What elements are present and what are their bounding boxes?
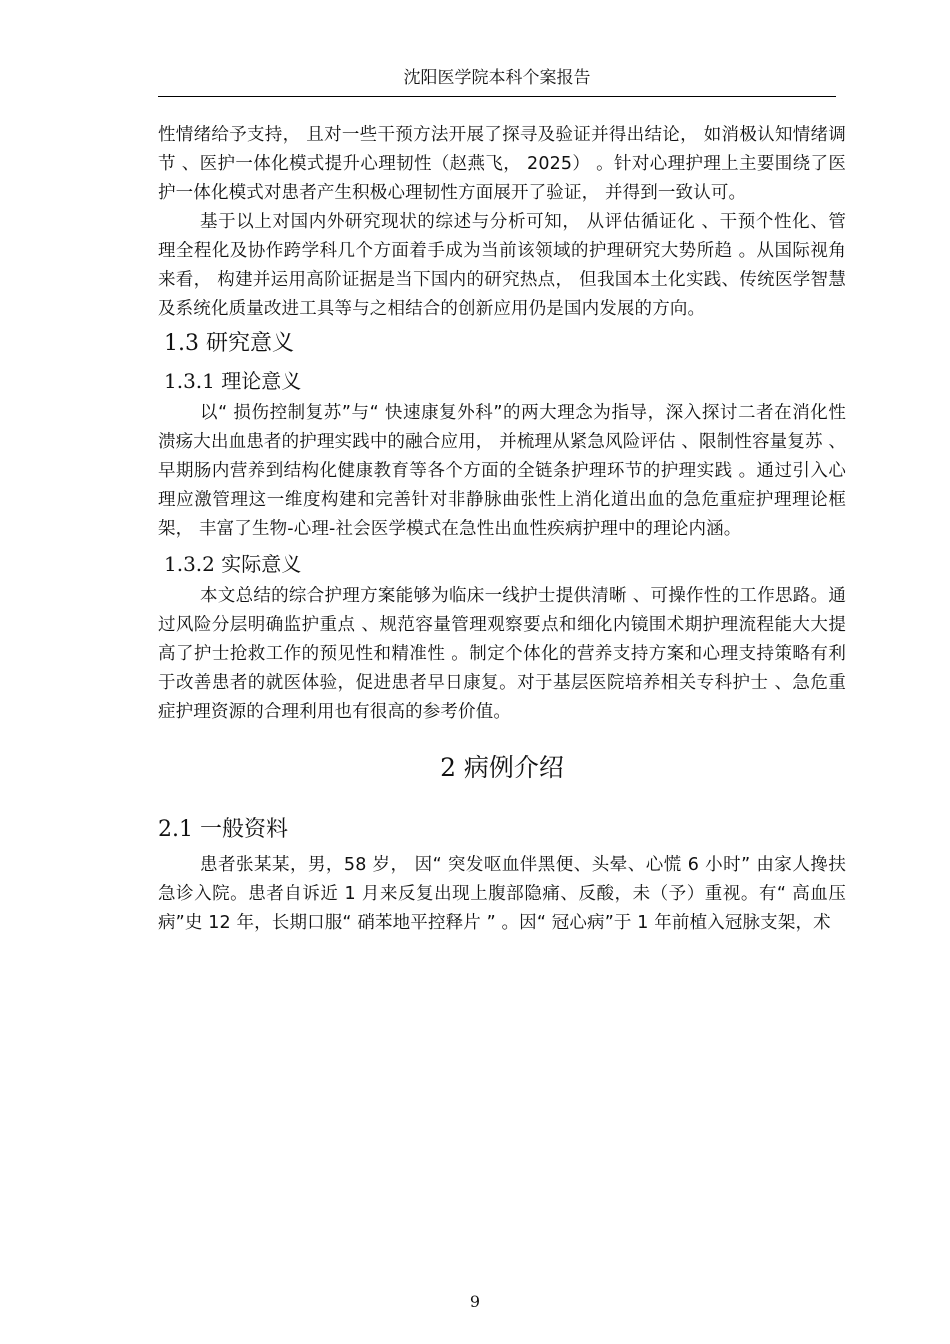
paragraph-research-status-end: 性情绪给予支持， 且对一些干预方法开展了探寻及验证并得出结论， 如消极认知情绪调节 、医护一体化模式提升心理韧性（赵燕飞， 2025） 。针对心理护理上主要围绕了医护一体化模式对患者产生积极心理韧性方面展开了验证， 并得到一致认可。	[158, 125, 846, 203]
section-heading-1-3-2: 1.3.2 实际意义	[164, 552, 302, 576]
page-body	[158, 121, 846, 938]
page-header-title: 沈阳医学院本科个案报告	[403, 68, 591, 88]
section-heading-2-1: 2.1 一般资料	[158, 817, 288, 842]
header-divider	[158, 96, 836, 97]
section-heading-1-3: 1.3 研究意义	[164, 331, 294, 356]
paragraph-practical-significance: 本文总结的综合护理方案能够为临床一线护士提供清晰 、可操作性的工作思路。通过风险分层明确监护重点 、规范容量管理观察要点和细化内镜围术期护理流程能大大提高了护士抢救工作的预见性和精准性 。制定个体化的营养支持方案和心理支持策略有利于改善患者的就医体验，促进患者早日康复。对于基层医院培养相关专科护士 、急危重症护理资源的合理利用也有很高的参考价值。	[158, 586, 846, 722]
section-heading-1-3-1: 1.3.1 理论意义	[164, 369, 302, 393]
page-number: 9	[469, 1292, 481, 1311]
paragraph-theoretical-significance: 以“ 损伤控制复苏”与“ 快速康复外科”的两大理念为指导，深入探讨二者在消化性溃疡大出血患者的护理实践中的融合应用， 并梳理从紧急风险评估 、限制性容量复苏 、早期肠内营养到结构化健康教育等各个方面的全链条护理环节的护理实践 。通过引入心理应激管理这一维度构建和完善针对非静脉曲张性上消化道出血的急危重症护理理论框架， 丰富了生物-心理-社会医学模式在急性出血性疾病护理中的理论内涵。	[158, 403, 846, 539]
chapter-heading-2: 2 病例介绍	[440, 753, 564, 782]
paragraph-general-information: 患者张某某，男，58 岁， 因“ 突发呕血伴黑便、头晕、心慌 6 小时” 由家人搀扶急诊入院。患者自诉近 1 月来反复出现上腹部隐痛、反酸，未（予）重视。有“ 高血压病”史 12 年，长期口服“ 硝苯地平控释片 ” 。因“ 冠心病”于 1 年前植入冠脉支架，术	[158, 855, 846, 933]
paragraph-research-summary: 基于以上对国内外研究现状的综述与分析可知， 从评估循证化 、干预个性化、管理全程化及协作跨学科几个方面着手成为当前该领域的护理研究大势所趋 。从国际视角来看， 构建并运用高阶证据是当下国内的研究热点， 但我国本土化实践、传统医学智慧及系统化质量改进工具等与之相结合的创新应用仍是国内发展的方向。	[158, 212, 846, 319]
